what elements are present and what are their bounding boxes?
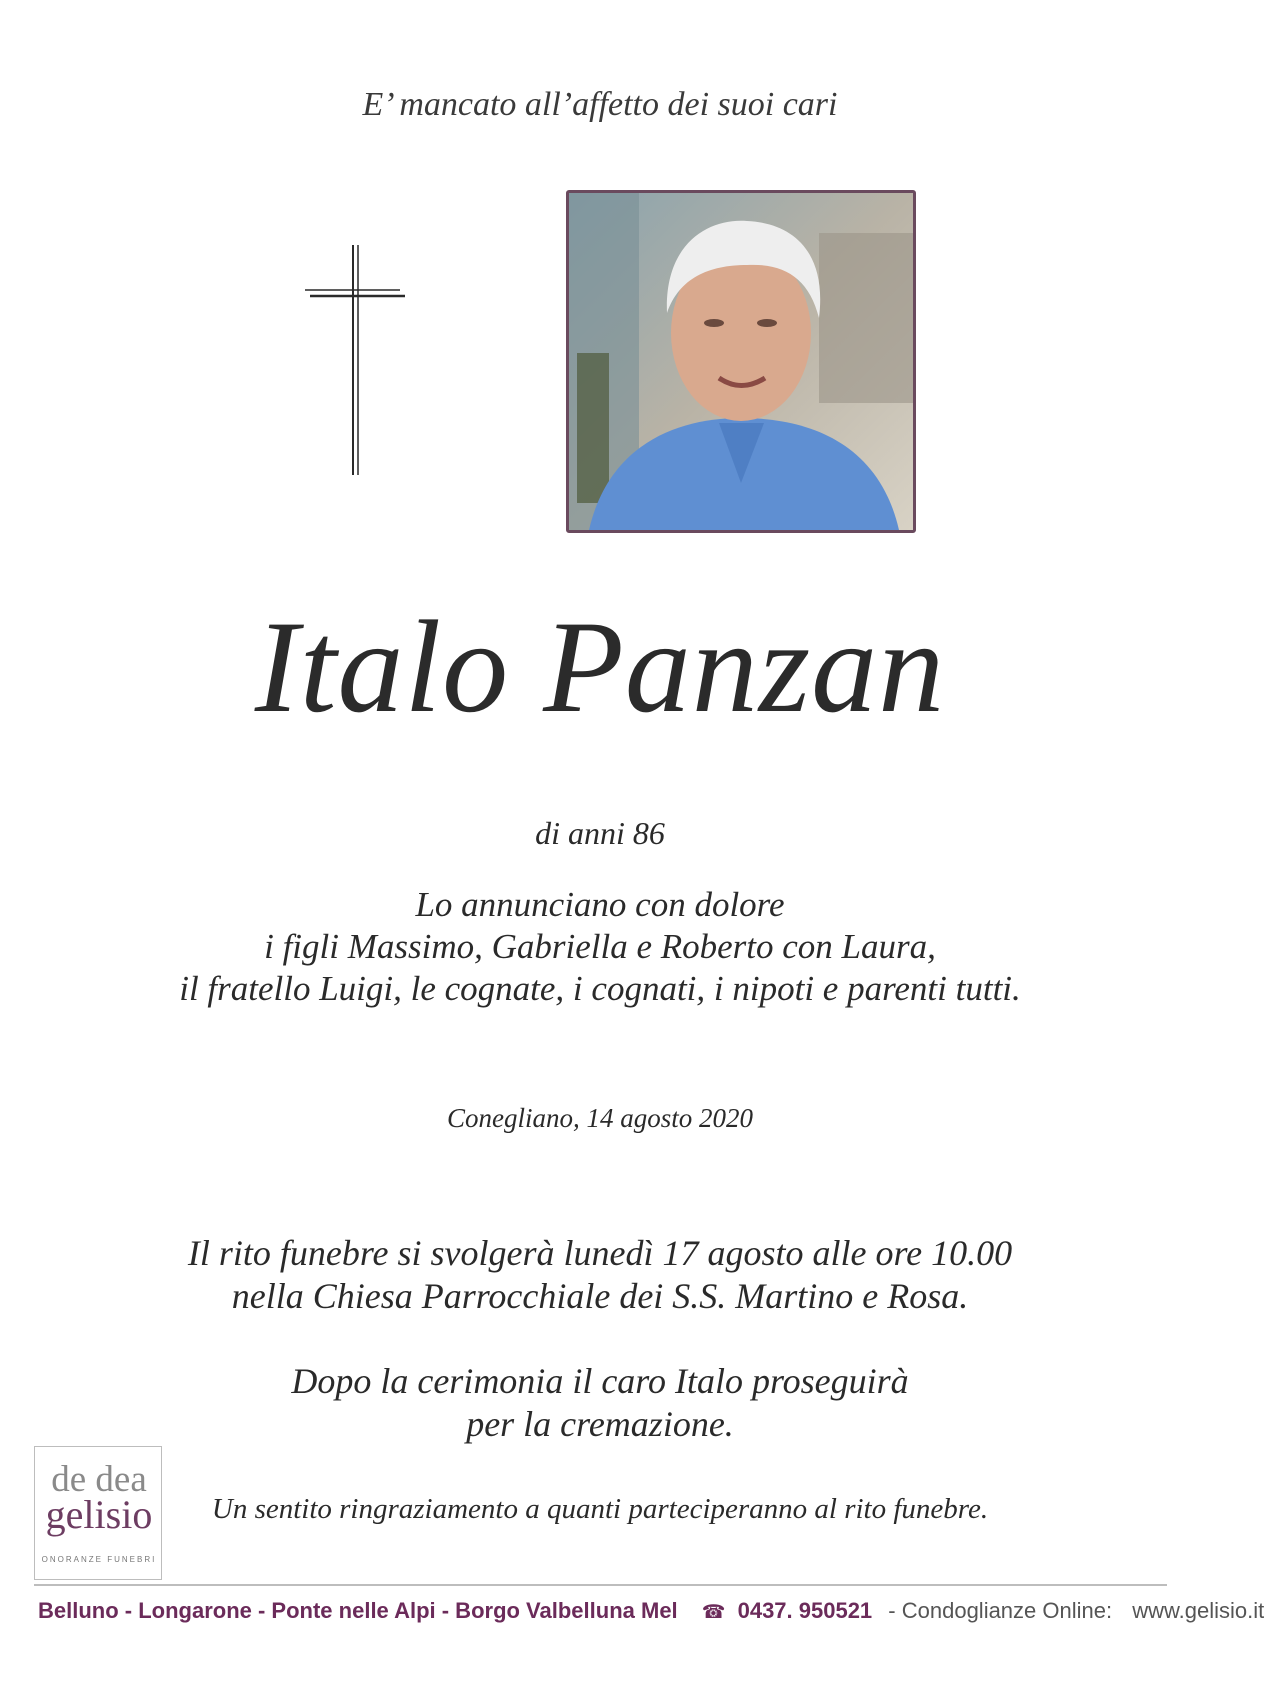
portrait-image bbox=[569, 193, 913, 530]
cremation-line: Dopo la cerimonia il caro Italo proseguirà bbox=[291, 1361, 909, 1401]
footer-phone: 0437. 950521 bbox=[737, 1598, 873, 1623]
cremation-line: per la cremazione. bbox=[466, 1404, 734, 1444]
funeral-rite-line: nella Chiesa Parrocchiale dei S.S. Martino e Rosa. bbox=[231, 1276, 969, 1316]
place-date: Conegliano, 14 agosto 2020 bbox=[446, 1103, 753, 1133]
announcement-line: il fratello Luigi, le cognate, i cognati, i nipoti e parenti tutti. bbox=[179, 969, 1021, 1008]
portrait-photo bbox=[566, 190, 916, 533]
funeral-rite-line: Il rito funebre si svolgerà lunedì 17 agosto alle ore 10.00 bbox=[187, 1233, 1013, 1273]
announcement-line: Lo annunciano con dolore bbox=[415, 885, 785, 924]
telephone-icon: ☎ bbox=[701, 1602, 726, 1623]
footer bbox=[38, 1598, 1264, 1638]
footer-website-link[interactable]: www.gelisio.it bbox=[1132, 1598, 1264, 1623]
funeral-home-logo bbox=[34, 1446, 162, 1580]
footer-divider bbox=[34, 1584, 1167, 1586]
footer-locations: Belluno - Longarone - Ponte nelle Alpi - Borgo Valbelluna Mel bbox=[38, 1598, 678, 1623]
age-text: di anni 86 bbox=[535, 815, 665, 851]
footer-online-label: - Condoglianze Online: bbox=[888, 1598, 1113, 1623]
logo-line-2: gelisio bbox=[45, 1492, 153, 1537]
logo-subtitle: ONORANZE FUNEBRI bbox=[41, 1555, 157, 1564]
thanks-text: Un sentito ringraziamento a quanti parteciperanno al rito funebre. bbox=[211, 1493, 989, 1525]
logo-line-1: de dea bbox=[51, 1459, 147, 1500]
intro-text: E’ mancato all’affetto dei suoi cari bbox=[362, 86, 838, 123]
deceased-name: Italo Panzan bbox=[254, 593, 946, 740]
announcement-line: i figli Massimo, Gabriella e Roberto con Laura, bbox=[264, 927, 936, 966]
cross-icon bbox=[305, 245, 405, 475]
